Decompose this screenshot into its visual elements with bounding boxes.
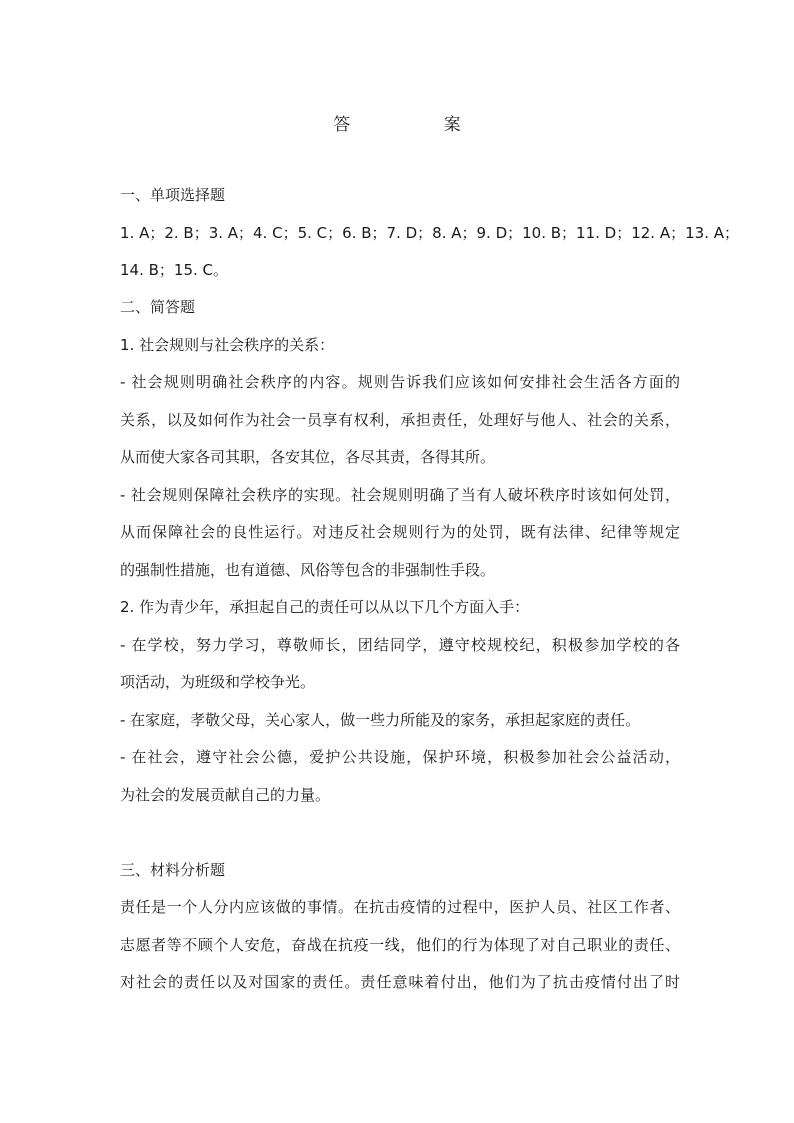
paragraph-line: 责任是一个人分内应该做的事情。在抗击疫情的过程中，医护人员、社区工作者、 [120,898,680,916]
paragraph-line: - 在学校，努力学习，尊敬师长，团结同学，遵守校规校纪，积极参加学校的各 [120,636,680,654]
question-2-heading: 2. 作为青少年，承担起自己的责任可以从以下几个方面入手： [120,598,530,616]
section-heading-material-analysis: 三、材料分析题 [120,861,226,879]
section-heading-single-choice: 一、单项选择题 [120,186,226,204]
paragraph-line: 从而使大家各司其职，各安其位，各尽其责，各得其所。 [120,448,496,466]
page-title: 答 案 [333,115,505,135]
answer-line-1: 1. A；2. B；3. A；4. C；5. C；6. B；7. D；8. A；9. D；10. B；11. D；12. A；13. A； [120,224,739,242]
paragraph-line: 关系，以及如何作为社会一员享有权利，承担责任，处理好与他人、社会的关系， [120,411,680,429]
paragraph-line: 为社会的发展贡献自己的力量。 [120,786,331,804]
paragraph-line: - 在社会，遵守社会公德，爱护公共设施，保护环境，积极参加社会公益活动， [120,748,680,766]
paragraph-line: - 社会规则明确社会秩序的内容。规则告诉我们应该如何安排社会生活各方面的 [120,373,680,391]
paragraph-line: 项活动，为班级和学校争光。 [120,673,316,691]
question-1-heading: 1. 社会规则与社会秩序的关系： [120,336,335,354]
paragraph-line: 从而保障社会的良性运行。对违反社会规则行为的处罚，既有法律、纪律等规定 [120,523,680,541]
paragraph-line: - 社会规则保障社会秩序的实现。社会规则明确了当有人破坏秩序时该如何处罚， [120,486,680,504]
paragraph-line: 的强制性措施，也有道德、风俗等包含的非强制性手段。 [120,561,496,579]
section-heading-short-answer: 二、简答题 [120,298,196,316]
answer-line-2: 14. B；15. C。 [120,261,229,279]
paragraph-line: 志愿者等不顾个人安危，奋战在抗疫一线，他们的行为体现了对自己职业的责任、 [120,936,680,954]
paragraph-line: - 在家庭，孝敬父母，关心家人，做一些力所能及的家务，承担起家庭的责任。 [120,711,641,729]
paragraph-line: 对社会的责任以及对国家的责任。责任意味着付出，他们为了抗击疫情付出了时 [120,973,680,991]
